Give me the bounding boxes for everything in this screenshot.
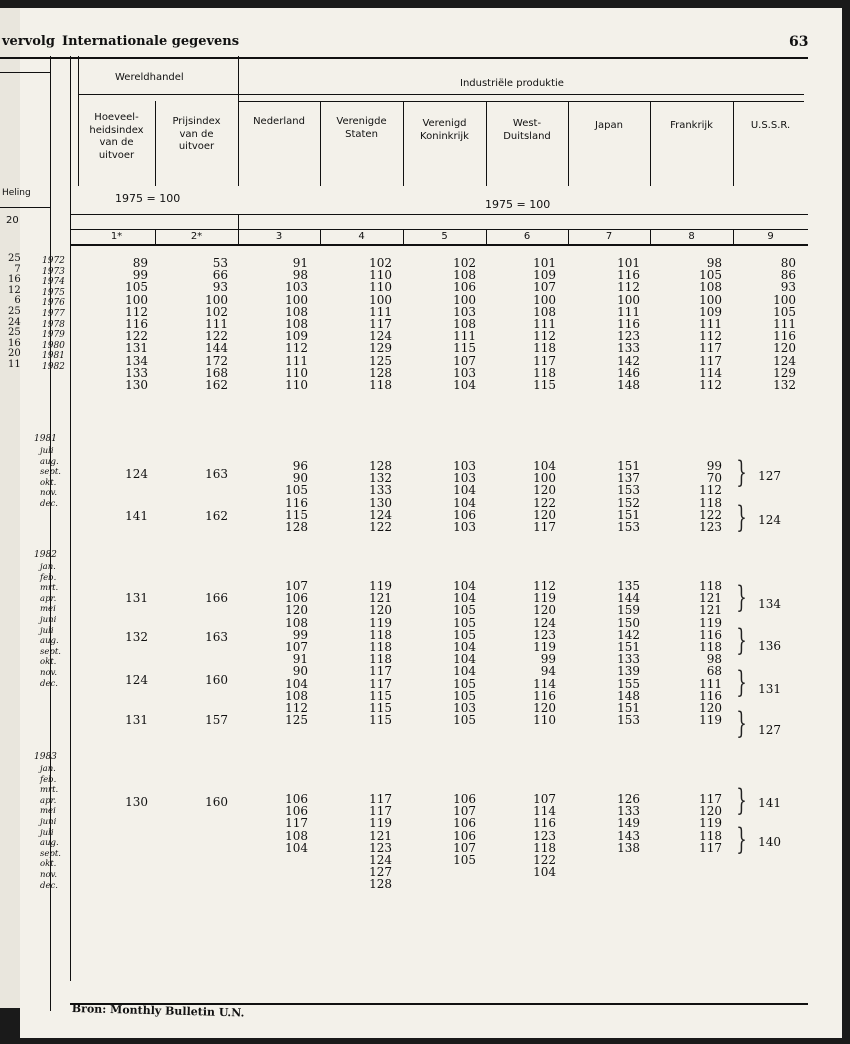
block_1981-price-1: 163 [205,467,228,481]
block_1981-months: juli aug. sept. okt. nov. dec. [40,446,61,509]
block_1983-col-5: 106 107 106 106 107 105 [453,792,476,868]
years-col-9: 80 86 93 100 105 111 116 120 124 129 132 [773,256,796,393]
vline-c5 [403,101,404,186]
block_1981-vol-2: 141 [125,509,148,523]
block_1981-col-5: 103 103 104 104 106 103 [453,459,476,535]
block_1982-price-1: 166 [205,591,228,605]
block_1982-brace-1: } [736,580,747,615]
column-number-1: 1* [110,231,123,242]
column-header-1: Hoeveel- heidsindex van de uitvoer [89,112,144,161]
column-header-6: West- Duitsland [503,118,551,142]
block_1982-price-3: 160 [205,673,228,687]
column-number-7: 7 [605,231,613,242]
block_1982-brace-2: } [736,623,747,658]
block_1981-brace-2: } [736,500,747,535]
block_1982-price-2: 163 [205,630,228,644]
vline-c6 [486,101,487,186]
column-header-2: Prijsindex van de uitvoer [172,116,221,152]
column-header-4: Verenigde Staten [336,116,387,140]
block_1981-ussr-2: 124 [758,513,781,527]
years-col-4: 102 110 110 100 111 117 124 129 125 128 118 [369,256,392,393]
block_1983-ussr-2: 140 [758,835,781,849]
column-number-8: 8 [688,231,695,242]
block_1983-col-4: 117 117 119 121 123 124 127 128 [369,792,392,892]
rule-countries [238,101,804,102]
rule-left-2 [0,207,50,208]
block_1982-vol-1: 131 [125,591,148,605]
block_1981-price-2: 162 [205,509,228,523]
years-col-3: 91 98 103 100 108 108 109 112 111 110 110 [285,256,308,393]
column-number-5: 5 [441,231,448,242]
column-number-2: 2* [190,231,203,242]
block_1983-brace-2: } [736,822,747,857]
block_1983-col-8: 117 120 119 118 117 [699,792,722,855]
left-strip-nums: 25 7 16 12 6 25 24 25 16 20 11 [8,253,21,370]
vline-c8 [650,101,651,186]
block_1981-col-3: 96 90 105 116 115 128 [285,459,308,535]
block_1982-col-7: 135 144 159 150 142 151 133 139 155 148 151 153 [617,579,640,728]
block_1982-vol-3: 124 [125,673,148,687]
column-header-3: Nederland [253,116,305,127]
block_1982-ussr-4: 127 [758,723,781,737]
block_1981-ussr-1: 127 [758,469,781,483]
rule-top [0,57,808,59]
block_1982-brace-4: } [736,706,747,741]
block_1982-col-6: 112 119 120 124 123 119 99 94 114 116 120 110 [533,579,556,728]
block_1983-year: 1983 [34,752,57,762]
block_1983-brace-1: } [736,783,747,818]
block_1981-col-7: 151 137 153 152 151 153 [617,459,640,535]
column-number-3: 3 [275,231,283,242]
vline-c9 [733,101,734,186]
block_1982-ussr-2: 136 [758,639,781,653]
group-industrial: Industriële produktie [460,78,564,89]
block_1982-vol-4: 131 [125,713,148,727]
block_1983-vol-1: 130 [125,795,148,809]
block_1982-col-5: 104 104 105 105 105 104 104 104 105 105 103 105 [453,579,476,728]
block_1981-col-6: 104 100 120 122 120 117 [533,459,556,535]
rule-base [70,214,808,215]
block_1983-col-6: 107 114 116 123 118 122 104 [533,792,556,880]
block_1981-vol-1: 124 [125,467,148,481]
block_1981-year: 1981 [34,434,57,444]
left-page-strip [0,8,20,1008]
vline-c7 [568,101,569,186]
block_1983-col-3: 106 106 117 108 104 [285,792,308,855]
header-left: vervolg [2,34,55,49]
years-labels: 1972 1973 1974 1975 1976 1977 1978 1979 1980 1981 1982 [42,256,65,372]
years-col-1: 89 99 105 100 112 116 122 131 134 133 130 [125,256,148,393]
column-number-4: 4 [358,231,365,242]
years-col-7: 101 116 112 100 111 116 123 133 142 146 148 [617,256,640,393]
years-col-8: 98 105 108 100 109 111 112 117 117 114 112 [699,256,722,393]
block_1981-brace-1: } [736,455,747,490]
source-note: Bron: Monthly Bulletin U.N. [71,1002,245,1020]
block_1983-months: jan. feb. mrt. apr. mei juni juli aug. sept. okt. nov. dec. [40,764,61,891]
block_1983-ussr-1: 141 [758,796,781,810]
block_1982-brace-3: } [736,665,747,700]
block_1981-col-8: 99 70 112 118 122 123 [699,459,722,535]
block_1982-vol-2: 132 [125,630,148,644]
column-header-9: U.S.S.R. [750,120,791,131]
block_1981-col-4: 128 132 133 130 124 122 [369,459,392,535]
page-number: 63 [789,34,809,50]
block_1982-year: 1982 [34,550,57,560]
rule-group [78,94,804,95]
block_1983-col-7: 126 133 149 143 138 [617,792,640,855]
block_1982-months: jan. feb. mrt. apr. mei juni juli aug. sept. okt. nov. dec. [40,562,61,689]
block_1982-price-4: 157 [205,713,228,727]
left-strip-heading: Heling [2,188,31,198]
years-col-2: 53 66 93 100 102 111 122 144 172 168 162 [205,256,228,393]
block_1982-col-8: 118 121 121 119 116 118 98 68 111 116 120 119 [699,579,722,728]
left-strip-col: 20 [6,215,19,226]
block_1982-col-3: 107 106 120 108 99 107 91 90 104 108 112 125 [285,579,308,728]
block_1982-ussr-3: 131 [758,682,781,696]
block_1982-ussr-1: 134 [758,597,781,611]
rule-num-top [70,229,808,230]
block_1983-price-1: 160 [205,795,228,809]
base-left: 1975 = 100 [115,192,181,205]
column-header-7: Japan [595,120,623,131]
rule-num-bottom [70,244,808,246]
column-header-8: Frankrijk [670,120,713,131]
vline-years [70,56,71,981]
vline-c4 [320,101,321,186]
base-right: 1975 = 100 [485,198,551,211]
group-world-trade: Wereldhandel [115,72,184,83]
years-col-6: 101 109 107 100 108 111 112 118 117 118 115 [533,256,556,393]
column-header-5: Verenigd Koninkrijk [420,118,469,142]
column-number-9: 9 [767,231,774,242]
page-title: Internationale gegevens [62,34,240,49]
block_1982-col-4: 119 121 120 119 118 118 118 117 117 115 115 115 [369,579,392,728]
rule-left [0,72,50,73]
years-col-5: 102 108 106 100 103 108 111 115 107 103 104 [453,256,476,393]
column-number-6: 6 [523,231,531,242]
